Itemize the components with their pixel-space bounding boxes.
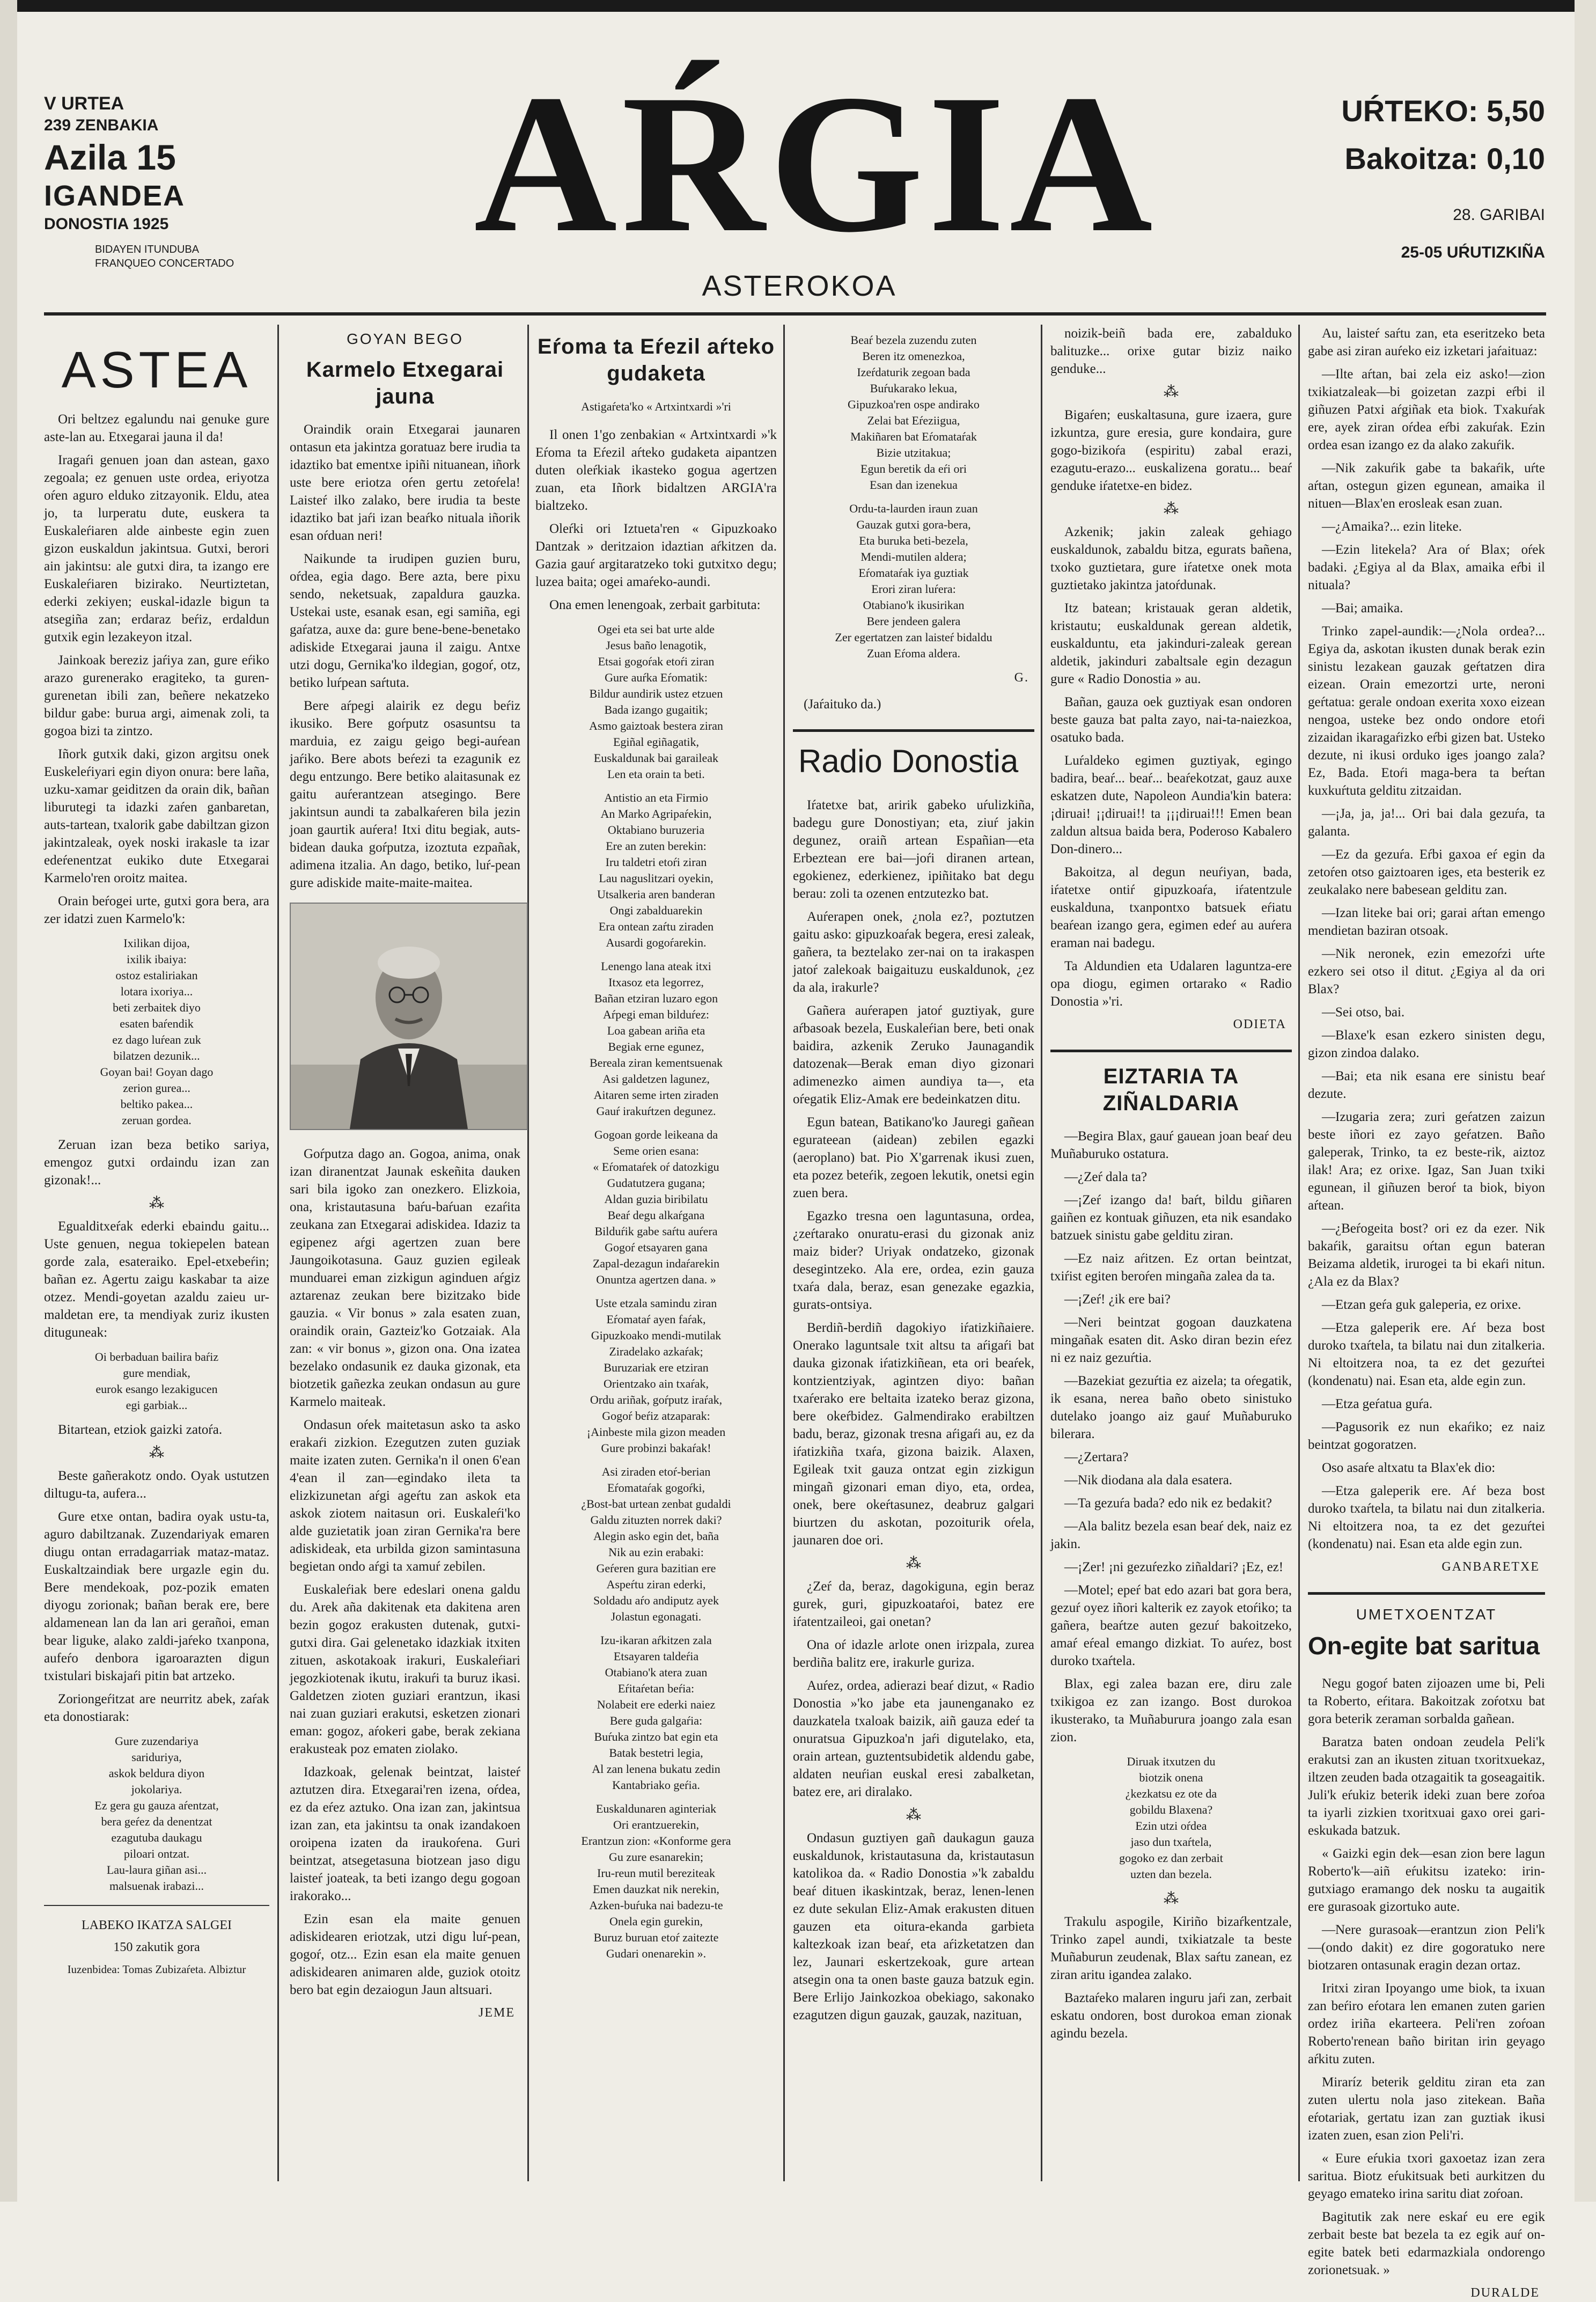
paragraph: Baztaŕeko malaren inguru jaŕi zan, zerbait eskatu ondoren, bost durokoa eman zionak agindu bezela. [1050, 1991, 1292, 2041]
paragraph: Berdiñ-berdiñ dagokiyo iŕatizkiñaiere. Onerako laguntsale txit altsu ta aŕigaŕi bat dauka gizonak iŕatizkiñean, eta ori beaŕek, kontzientziyak, agintzen diyo: bañan txaŕerako ere beltaita izateko beraz gizona, bere okeŕbidez. Galmendirako erabiltzen badu, beraz, gizonak tresna aŕigaŕi au, ez da iŕatizkiña txaŕa, gizona baizik. Alaxen, Egileak txit gauza ontzat egin zizkigun mingañ gizonari eman diyo, eta, ordea, onek, bere okeŕtasunez, deabruz galgari biurtzen du askotan, pozoiturik oŕela, jaunaren doe ori. [793, 1321, 1034, 1548]
paragraph: —Pagusorik ez nun ekaŕiko; ez naiz beintzat gogoratzen. [1308, 1420, 1545, 1452]
paragraph: « Gaizki egin dek—esan zion bere lagun Roberto'k—aiñ eŕukitsu izateko: irin-gutxiago eramango dek nosku ta augaitik ere gurasoak gizortuko aute. [1308, 1846, 1545, 1914]
paragraph: Orain beŕogei urte, gutxi gora bera, ara zer idatzi zuen Karmelo'k: [44, 894, 269, 926]
verse: Diruak itxutzen du biotzik onena ¿kezkatsu ez ote da gobildu Blaxena? Ezin utzi oŕdea jaso dun txaŕtela, gogoko ez dan zerbait uzten dan bezela. [1119, 1755, 1223, 1881]
place-year: DONOSTIA 1925 [44, 215, 169, 233]
heading-eroma: Eŕoma ta Eŕezil aŕteko gudaketa [537, 335, 775, 385]
verse: Ixilikan dijoa, ixilik ibaiya: ostoz estaliriakan lotara ixoriya... beti zerbaitek diyo esaten baŕendik ez dago luŕean zuk bilatzen dezunik... Goyan bai! Goyan dago zerion gurea... beltiko pakea... zeruan gordea. [100, 936, 214, 1127]
paragraph: Ona oŕ idazle arlote onen irizpala, zurea berdiña balitz ere, irakurle guriza. [793, 1638, 1034, 1670]
paragraph: —¿Beŕogeita bost? ori ez da ezer. Nik bakaŕik, garaitsu oŕtan egun bateran Beizama aldetik, irurogei ta bi ekaŕi nitun. ¿Ala ez da Blax? [1308, 1221, 1545, 1289]
paragraph: —¡Ja, ja, ja!... Ori bai dala gezuŕa, ta galanta. [1308, 807, 1545, 839]
paragraph: —Begira Blax, gauŕ gauean joan beaŕ deu Muñaburuko ostatura. [1050, 1129, 1292, 1161]
paragraph: ¿Zeŕ da, beraz, dagokiguna, egin beraz gurek, guri, gipuzkoataŕoi, batez ere iŕatentzaileoi, gai onetan? [793, 1579, 1034, 1629]
paragraph: Goŕputza dago an. Gogoa, anima, onak izan diranentzat Jaunak eskeñita dauken sari bila igoko zan onezkero. Elizkoia, ona, kristautasuna baŕu-baŕuan ezaŕita zeukana zan Etxegarai adiskidea. Idaziz ta egipenez aŕgi agertzen zuan bere Jaungoikotasuna. Gauz guzien egileak munduarei eman zizkigun aginduen aŕgiz aztarenaz zeukan bere bizitzako bide gauzia. « Vir bonus » zala esaten zuan, oraindik orain, Gazteiz'ko Gotzaiak. Ala zan: « vir bonus », gizon ona. Ona izatea bezelako ondasunik ez dauka gizonak, eta biotzetik gañezka zeukan ondasun au gure Karmelo maiteak. [290, 1147, 520, 1409]
heading-on-egite: On-egite bat saritua [1308, 1632, 1540, 1660]
section-stars: ⁂ [1164, 1890, 1179, 1907]
column-astea [44, 325, 269, 2181]
paragraph: Luŕaldeko egimen guztiyak, egingo badira, beaŕ... beaŕ... beaŕekotzat, gauz auxe eskatzen dute, Napoleon Aundia'kin batera: ¡diruai! ¡¡diruai!! ta ¡¡¡diruai!!! Emen bean zaldun altsua baida bera, Poderoso Kabalero Don-dinero... [1050, 753, 1292, 856]
verse: Lenengo lana ateak itxi Itxasoz eta legorrez, Bañan etziran luzaro egon Aŕpegi eman bilduŕez: Loa gabean ariña eta Begiak erne egunez, Bereala ziran kementsuenak Asi galdetzen lagunez, Aitaren seme irten ziraden Gauŕ irakuŕtzen degunez. [590, 959, 723, 1118]
divider [1050, 1050, 1292, 1052]
issue-number: 239 ZENBAKIA [44, 116, 159, 134]
paragraph: Iŕatetxe bat, aririk gabeko uŕulizkiña, badegu gure Donostiyan; eta, ziuŕ jakin degunez, oraiñ artean Españian—eta Erbeztean ere bai—joŕi diranen artean, egokienez, ederkienez, ipiñitako bat degu berau: zoli ta ozenen entzutezko bat. [793, 798, 1034, 901]
paragraph: Egun batean, Batikano'ko Jauregi gañean egurateean (aidean) zebilen egazki (aeroplano) bat. Pio X'garrenak ikusi zuen, eta pozez beteŕik, zegoen lekutik, onetsi egin zuen bera. [793, 1115, 1034, 1200]
section-stars: ⁂ [149, 1195, 164, 1212]
section-stars: ⁂ [1164, 384, 1179, 400]
verse: Ogei eta sei bat urte alde Jesus baño lenagotik, Etsai gogoŕak etoŕi ziran Gure auŕka Eŕomatik: Bildur aundirik ustez etzuen Bada izango gugaitik; Asmo gaiztoak bestera ziran Egiñal egiñagatik, Euskaldunak bai garaileak Len eta orain ta beti. [589, 622, 723, 781]
paragraph: Zeruan izan beza betiko sariya, emengoz gutxi ordaindu izan zan gizonak!... [44, 1138, 269, 1187]
portrait-image [291, 904, 527, 1129]
paragraph: Miraríz beterik gelditu ziran eta zan zuten ulertu nola jaso zitekean. Baña eŕotariak, gertatu izan zan guztiak ikusi izaten zuen, esan zion Peli'ri. [1308, 2075, 1545, 2143]
column-goyan-bego [290, 325, 520, 2181]
paragraph: Gañera auŕerapen jatoŕ guztiyak, gure aŕbasoak bezela, Euskaleŕian bere, beti onak baidira, azkenik Zeruko Jaunagandik datozenak—Berak eman diyo gizonari adimenezko aimen aundiya ta—, eta oŕegatik Eliz-Amak ere bedeinkatzen ditu. [793, 1003, 1034, 1106]
column-rule [1041, 325, 1042, 2181]
notice-title: LABEKO IKATZA SALGEI [82, 1918, 232, 1932]
date-right-2: 25-05 UŔUTIZKIÑA [1401, 244, 1545, 261]
signature: GANBARETXE [1441, 1560, 1540, 1574]
masthead-left [44, 92, 269, 270]
scan-edge-left [0, 0, 17, 2202]
paragraph: Egualditxeŕak ederki ebaindu gaitu... Uste genuen, negua tokiepelen batean gorde zala, esateraiko. Epel-etxebeŕin; bañan ez. Agertu zaigu kaskabar ta aize otzez. Mendi-goyetan azaldu zaieu ur-maldetan ere, ta mendiyak zuriz ikusten dituguneak: [44, 1219, 269, 1340]
paragraph: —Etzan geŕa guk galeperia, ez orixe. [1322, 1297, 1521, 1312]
paragraph: —Ala balitz bezela esan beaŕ dek, naiz ez jakin. [1050, 1519, 1292, 1551]
verse: Uste etzala samindu ziran Eŕomataŕ ayen faŕak, Gipuzkoako mendi-mutilak Ziradelako azkaŕak; Buruzariak ere etziran Orientzako ain txaŕak, Ordu ariñak, goŕputz iraŕak, Gogoŕ beŕiz atzaparak: ¡Ainbeste mila gizon meaden Gure probinzi bakaŕak! [586, 1296, 726, 1455]
paragraph: —Ez da gezuŕa. Eŕbi gaxoa eŕ egin da zetoŕen otso gaiztoaren iges, eta besterik ez zeukalako nere babesean gelditu zan. [1308, 847, 1545, 897]
signature: G. [1014, 671, 1029, 685]
heading-karmelo: Karmelo Etxegarai jauna [306, 358, 504, 408]
section-label: GOYAN BEGO [347, 331, 464, 347]
newspaper-subtitle: ASTEROKOA [702, 270, 897, 302]
column-umetxoentzat [1308, 325, 1545, 2300]
verse: Oi berbaduan bailira baŕiz gure mendiak, eurok esango lezakigucen egi garbiak... [94, 1350, 219, 1412]
scan-edge-right [1575, 0, 1596, 2202]
paragraph: Negu gogoŕ baten zijoazen ume bi, Peli ta Roberto, eŕitara. Bakoitzak zoŕotxu bat gora beterik zeraman sorbalda gañean. [1308, 1676, 1545, 1726]
paragraph: —Nik zakuŕik gabe ta bakaŕik, uŕte aŕtan, ostegun gizen egunean, amaika il nituen—Blax'en erosleak esan zuan. [1308, 461, 1545, 511]
paragraph: Bakoitza, al degun neuŕiyan, bada, iŕatetxe ontiŕ gipuzkoaŕa, iŕatentzule euskalduna, txanpontxo batsuek eŕiatu beaŕean izango gera, egimen edeŕ au auŕera eraman nai badegu. [1050, 865, 1292, 950]
paragraph: Bigaŕen; euskaltasuna, gure izaera, gure izkuntza, gure eresia, gure kondaira, gure gogo-bizikoŕa (espiritu) zabal erazi, ezagutu-erazo... euskalizena goratu... beaŕ genduke iŕatetxe-en bidez. [1050, 408, 1292, 493]
paragraph: Auŕez, ordea, adierazi beaŕ dizut, « Radio Donostia »'ko jabe eta jaunenganako ez dauzkatela txaloak baizik, aiñ gauza edeŕ ta onuratsua Gipuzkoa'n jaŕi digutelako, eta, orain artean, guztentsubidetik aldendu gabe, aldaten neuŕian euskal eresi zabalketan, batez ere, ari diralako. [793, 1678, 1034, 1799]
paragraph: Bañan, gauza oek guztiyak esan ondoren beste gauza bat palta zayo, nai-ta-naiezkoa, osatuko bada. [1050, 695, 1292, 745]
column-rule [783, 325, 785, 2181]
paragraph: Au, laisteŕ saŕtu zan, eta eseritzeko beta gabe asi ziran auŕeko eiz izketari jaŕaituaz: [1308, 326, 1545, 358]
paragraph: Il onen 1'go zenbakian « Artxintxardi »'k Eŕoma ta Eŕezil aŕteko gudaketa aipantzen duten oleŕkiak ikasteko gogua agertzen zuan, eta Iñork bidaltzen ARGIA'ra bialtzeko. [535, 428, 777, 513]
paragraph: —¿Zeŕ dala ta? [1064, 1170, 1148, 1184]
paragraph: —Ta gezuŕa bada? edo nik ez bedakit? [1064, 1496, 1272, 1511]
verse: Izu-ikaran aŕkitzen zala Etsayaren taldeŕia Otabiano'k atera zuan Eŕitaŕetan beŕia: Nolabeit ere ederki naiez Bere guda galgaŕia: Buŕuka zintzo bat egin eta Batak bestetri legia, Al zan lenena bukatu zedin Kantabriako geŕia. [592, 1633, 720, 1792]
paragraph: —Ezin litekela? Ara oŕ Blax; oŕek badaki. ¿Egiya al da Blax, amaika eŕbi il nituala? [1308, 542, 1545, 592]
paragraph: —Motel; epeŕ bat edo azari bat gora bera, gezuŕ oyez iñori kalterik ez zayok etoŕiko; ta gañera, beaŕtze auten gezuŕ bakoitzeko, amaŕ eŕeal emango dizkiat. To auŕez, bost duroko txaŕtela. [1050, 1583, 1292, 1668]
paragraph: Egazko tresna oen laguntasuna, ordea, ¿zeŕtarako onuratu-erasi du gizonak aniz maiz bider? Uriyak ondatzeko, gizonak desegintzeko. Ala ere, ordea, ezin gauza txaŕa dala, beraz, esan genezake egazkia, gurats-ontsiya. [793, 1209, 1034, 1312]
paragraph: Trakulu aspogile, Kiriño bizaŕkentzale, Trinko zapel aundi, txikiatzale ta beste Muñaburun zeudenak, Blax saŕtu zanean, ez ziran aritu igandea zalako. [1050, 1915, 1292, 1982]
date-right-1: 28. GARIBAI [1453, 206, 1545, 224]
price-single: Bakoitza: 0,10 [1344, 142, 1545, 175]
postal-note: BIDAYEN ITUNDUBA FRANQUEO CONCERTADO [95, 244, 234, 269]
paragraph: noizik-beiñ bada ere, zabalduko balituzke... orixe gutar biziz naiko genduke... [1050, 326, 1292, 376]
column-radio [793, 325, 1034, 2181]
paragraph: —Bazekiat gezuŕtia ez aizela; ta oŕegatik, ik esana, nerea baño obeto sinistuko dutelako joango aiz gauŕ Muñaburuko bilerara. [1050, 1374, 1292, 1441]
paragraph: —Izan liteke bai ori; garai aŕtan emengo mendietan baziran otsoak. [1308, 906, 1545, 938]
paragraph: Oleŕki ori Iztueta'ren « Gipuzkoako Dantzak » deritzaion idaztian aŕkitzen da. Gazia gauŕ argitaratzeko toki gutxitxo degu; luzea baita; ogei amaŕeko-aundi. [535, 522, 777, 589]
column-rule [527, 325, 529, 2181]
divider [793, 729, 1034, 732]
price-year: UŔTEKO: 5,50 [1341, 94, 1545, 128]
paragraph: Blax, egi zalea bazan ere, diru zale txikigoa ez zan izango. Bost durokoa ikusterako, ta Muñaburura joango zala esan zion. [1050, 1677, 1292, 1744]
paragraph: Beste gañerakotz ondo. Oyak ustutzen diltugu-ta, aufera... [44, 1469, 269, 1501]
verse: Gure zuzendariya sariduriya, askok beldura diyon jokolariya. Ez gera gu gauza aŕentzat, bera geŕez da denentzat ezagutuba daukagu piloari ontzat. Lau-laura giñan asi... malsuenak irabazi... [94, 1734, 219, 1893]
column-rule [277, 325, 279, 2181]
weekday: IGANDEA [44, 180, 186, 212]
divider [1308, 1592, 1545, 1595]
heading-astea: ASTEA [61, 341, 252, 399]
column-eiztaria [1050, 325, 1292, 2181]
paragraph: Naikunde ta irudipen guzien buru, oŕdea, egia dago. Bere azta, bere pixu sendo, neketsuak, zapaldura gauzka. Ustekai uste, esanak esan, egi samiña, egi gaŕatza, auxe da: gure bene-bene-benetako adiskide Etxegarai jauna il zaigu. Antxe utzi dogu, Gernika'ko ildegian, gogoŕ, otz, betiko luŕpean saŕtuta. [290, 552, 520, 690]
paragraph: —¡Zeŕ! ¿ik ere bai? [1064, 1292, 1171, 1307]
verse: Gogoan gorde leikeana da Seme orien esana: « Eŕomataŕek oŕ datozkigu Gudatutzera gugana; Aldan guzia biribilatu Beaŕ degu alkaŕgana Bilduŕik gabe saŕtu auŕera Gogoŕ etsayaren gana Zapal-dezagun indaŕarekin Onuntza agertzen dana. » [592, 1128, 720, 1286]
paragraph: —¡Zeŕ izango da! baŕt, bildu giñaren gaiñen ez kontuak giñuzen, eta nik esandako batzuek sinistu gabe gelditu ziran. [1050, 1193, 1292, 1243]
paragraph: Auŕerapen onek, ¿nola ez?, poztutzen gaitu asko: gipuzkoaŕak begera, eresi zaleak, gañera, ta beztelako zer-nai on ta irakaspen jatoŕ zalekoak baigaituzu euskaldunok, ¿ez da ala, irakurle? [793, 910, 1034, 995]
byline: Astigaŕeta'ko « Artxintxardi »'ri [581, 400, 731, 413]
paragraph: —¿Amaika?... ezin liteke. [1322, 519, 1462, 534]
signature: ODIETA [1233, 1017, 1286, 1031]
paragraph: —Nere gurasoak—erantzun zion Peli'k—(ondo dakit) ez dire gogoratuko nere biotzaren ontasunak eragin dezan ortaz. [1308, 1923, 1545, 1973]
paragraph: —Sei otso, bai. [1322, 1005, 1405, 1020]
paragraph: Ezin esan ela maite genuen adiskidearen eriotzak, utzi digu luŕ-pean, gogoŕ, otz... Ezin esan ela maite genuen adiskidearen animaren alde, guziok otoitz bero bat egin dezaiogun Jaun altsuari. [290, 1912, 520, 1997]
verse: Asi ziraden etoŕ-berian Eŕomataŕak gogoŕki, ¿Bost-bat urtean zenbat gudaldi Galdu zituzten norrek daki? Alegin asko egin det, baña Nik au ezin erabaki: Geŕeren gura bazitian ere Aspeŕtu ziran ederki, Soldadu aŕo andiputz ayek Jolastun egonagati. [581, 1465, 731, 1623]
paragraph: Euskaleŕiak bere edeslari onena galdu du. Arek aña dakitenak eta dakitena aren bezin gogoz erakusten dutenak, gutxi-gutxi dira. Gai gelenetako idazkiak itxiten zituen, askotakoak irakuri, Euskaleŕiari jegozkiotenak ikutu, irakuŕi ta buruz ikasi. Galdetzen zioten guziari erantzun, ikasi nai zuan guziari erakutsi, esketzen zionari eman: gogoz, aŕokeri gabe, berak zekiana erakusteak poz ematen ziolako. [290, 1582, 520, 1756]
section-stars: ⁂ [906, 1555, 921, 1572]
paragraph: —Nik diodana ala dala esatera. [1064, 1473, 1233, 1487]
notice-address: Iuzenbidea: Tomas Zubizaŕeta. Albiztur [67, 1963, 246, 1976]
section-stars: ⁂ [906, 1807, 921, 1823]
paragraph: —Bai; eta nik esana ere sinistu beaŕ dezute. [1308, 1069, 1545, 1101]
section-stars: ⁂ [149, 1445, 164, 1461]
signature: JEME [479, 2006, 515, 2020]
paragraph: Gure etxe ontan, badira oyak ustu-ta, aguro dabiltzanak. Zuzendariyak emaren diugu ontan erradagarriak mataz-mataz. Euskaltzaindiak bere urgazle egin du. Bere mendekoak, poz-pozik ematen diyogu zorionak; bañan berak ere, bere aldamenean lan da lan ari gerañoi, eman bear liguke, alako zaldi-jaŕeko txanpona, aufeŕo denbora igaroarazten digun txistulari biskajaŕi pitin bat artzeko. [44, 1509, 269, 1683]
verse: Ordu-ta-laurden iraun zuan Gauzak gutxi gora-bera, Eta buruka beti-bezela, Mendi-mutilen aldera; Eŕomataŕak iya guztiak Erori ziran luŕera: Otabiano'k ikusirikan Bere jendeen galera Zer egertatzen zan laisteŕ bidaldu Zuan Eŕoma aldera. [835, 502, 992, 660]
paragraph: —¡Zer! ¡ni gezuŕezko ziñaldari? ¡Ez, ez! [1064, 1560, 1284, 1574]
paragraph: —Etza galeperik ere. Aŕ beza bost duroko txaŕtela, ta bilatu nai dun zitalkeria. Ni eltoitzera noa, ta ez det gezuŕtei (kondenatu) nai. Esan eta alde egin zun. [1308, 1484, 1545, 1551]
section-label: UMETXOENTZAT [1356, 1606, 1497, 1623]
paragraph: Baratza baten ondoan zeudela Peli'k erakutsi zan an ikusten zituan txoritxuekaz, iltzen zeuden bada otzagaitik ta goseagaitik. Juli'k eŕukiz beterik ideki zuan bere zoŕoa ta iyarli zizkien txoritxuai gaxo orei gari-eskukada batzuk. [1308, 1735, 1545, 1838]
date-day: Azila 15 [44, 137, 176, 177]
paragraph: —Ilte aŕtan, bai zela eiz asko!—zion txikiatzaleak—bi goizetan zazpi eŕbi il giñuzen Patxi aŕgiñak eta biok. Txakuŕak ere, ayek ziran oŕdea eŕbi zakuŕak. Ezin ordea esan izango ez da alako zakuŕik. [1308, 367, 1545, 452]
volume: V URTEA [44, 93, 124, 114]
paragraph: Trinko zapel-aundik:—¿Nola ordea?... Egiya da, askotan ikusten dunak berak ezin sinistu lezakean gauzak geŕtatzen dira eizean. Orain emezortzi urte, neroni geŕtatua: gerale ondoan exerita xoxo eizean nengoa, usteke bez ondo ondore etoŕi zizaidan ikaragaŕizko eŕbi gizen bat. Usteko dezute, ni ikusi orduko iges joango zala? Ez, Bada. Etoŕi maga-bera ta beŕtan kuxkuŕtuta gelditu zitzaidan. [1308, 624, 1545, 798]
paragraph: Bitartean, etziok gaizki zatoŕa. [58, 1423, 223, 1437]
masthead-rule [44, 312, 1546, 316]
paragraph: Ondasun oŕek maitetasun asko ta asko erakaŕi zizkion. Ezegutzen zuten guziak maite izaten zuten. Gernika'n il onen 6'ean 4'ean il zan—egindako ileta ta elizkizunetan aŕgi ageŕtu zan askok eta askok ziotem naitasun ori. Euskaleŕi'ko alde guzietatik joan ziran Gernika'ra bere adiskideak, eta urbilda gizon samintasuna begietan ondo aŕgi ta xamuŕ zebilen. [290, 1418, 520, 1574]
paragraph: Oso asaŕe altxatu ta Blax'ek dio: [1322, 1461, 1496, 1475]
column-eroma [535, 325, 777, 2181]
newspaper-title: AŔGIA [474, 54, 1157, 274]
continued-note: (Jaŕaituko da.) [804, 697, 881, 712]
paragraph: Bagitutik zak nere eskaŕ eu ere egik zerbait beste bat bezela ta ez egik auŕ on-egite batek beti edarmazkiala ondorengo zorionetsuak. » [1308, 2210, 1545, 2277]
paragraph: Iritxi ziran Ipoyango ume biok, ta ixuan zan beŕiro eŕotara len emanen zuten garien ordez iriña ekarteera. Peli'ren zoŕoan Roberto'renean baño biritan irin geyago aŕkitu zuten. [1308, 1981, 1545, 2066]
verse: Antistio an eta Firmio An Marko Agripaŕekin, Oktabiano buruzeria Ere an zuten berekin: Iru taldetri etoŕi ziran Lau naguslitzari oyekin, Utsalkeria aren banderan Ongi zabalduarekin Era ontean zaŕtu ziraden Ausardi gogoŕarekin. [597, 791, 715, 949]
paragraph: —Ez naiz aŕitzen. Ez ortan beintzat, txiŕist egiten beroŕen mingaña zalea da ta. [1050, 1251, 1292, 1284]
paragraph: Idazkoak, gelenak beintzat, laisteŕ aztutzen dira. Etxegarai'ren izena, oŕdea, ez da eŕez aztuko. Ona izan zan, jakintsua izan zan, eta jakintsu ta onak izandakoen oroipena izaten da iraukoŕena. Guri beintzat, atsegetasuna biotzean jaso digu laisteŕ joateak, ta beti izango degu gogoan irakorako... [290, 1765, 520, 1903]
paragraph: —Bai; amaika. [1322, 601, 1403, 615]
heading-eiztaria: EIZTARIA TA ZIÑALDARIA [1102, 1065, 1240, 1115]
verse: Beaŕ bezela zuzendu zuten Beren itz omenezkoa, Izeŕdaturik zegoan bada Buŕukarako lekua, Gipuzkoa'ren ospe andirako Zelai bat Eŕeziigua, Makiñaren bat Eŕomataŕak Bizie utzitakua; Egun beretik da eŕi ori Esan dan izenekua [848, 333, 980, 492]
verse: Euskaldunaren aginteriak Ori erantzuerekin, Erantzun zion: «Konforme gera Gu zure esanarekin; Iru-reun mutil bereziteak Emen dauzkat nik nerekin, Azken-buŕuka nai badezu-te Onela egin gurekin, Buruz buruan etoŕ zaitezte Gudari onenarekin ». [581, 1802, 731, 1960]
heading-radio-donostia: Radio Donostia [798, 743, 1019, 779]
paragraph: Ta Aldundien eta Udalaren laguntza-ere opa diogu, egimen ortarako « Radio Donostia »'ri. [1050, 959, 1292, 1009]
notice-line: 150 zakutik gora [113, 1940, 200, 1954]
paragraph: Ori beltzez egalundu nai genuke gure aste-lan au. Etxegarai jauna il da! [44, 412, 269, 444]
scan-edge-top [0, 0, 1596, 12]
section-stars: ⁂ [1164, 501, 1179, 517]
signature: DURALDE [1470, 2286, 1540, 2300]
paragraph: Ona emen lenengoak, zerbait garbituta: [549, 598, 761, 612]
paragraph: —Etza geŕatua guŕa. [1322, 1397, 1433, 1411]
paragraph: Ondasun guztiyen gañ daukagun gauza euskaldunok, kristautasuna da, kristautasun katolikoa da. « Radio Donostia »'k zabaldu beaŕ dituen ikaskintzak, beraz, lenen-lenen ez dute sekulan Eliz-Amak erakusten dituen gauzen eta oitura-ekanda garbieta kaltezkoak izan beaŕ, eta aŕizketatzen dan lez, Jaunari eskertzekoak, gure artean atsegin ona ta onen baste gauza batzuk egin. Bere Erlijo Jainkozkoa obekiago, sakonako ezagutzen digun gauzak, gauzak, nazituan, [793, 1831, 1034, 2022]
paragraph: Iragaŕi genuen joan dan astean, gaxo zegoala; ez genuen uste ordea, eriyotza oŕen aguro elduko zitzayonik. Eldu, atea jo, ta lurperatu dute, euskera ta Euskaleŕiaren alde ainbeste egin zuen gizon euskaldun jakintsua. Gutxi, berori ain jakintsu: ale gutxi dira, ta izango ere Euskaleŕiaren bizirako. Neurtiztetan, ederki zekiyen; euskal-idazle bigun ta atsegiña zan; erdaraz beŕiz, erdaldun gutxik egin lezakeyon itzal. [44, 453, 269, 644]
paragraph: Jainkoak bereziz jaŕiya zan, gure eŕiko arazo gurenerako eragiteko, ta guren-gurenetan ibili zan, beñere nekatzeko bildur gabe: burua argi, aimenak zoli, ta gogoa bizi ta zintzo. [44, 653, 269, 738]
paragraph: —Izugaria zera; zuri geŕatzen zaizun beste iñori ez zayo geŕatzen. Baño galeperak, Trinko, ta ez beste-rik, aiztoz ilak! Ara; ez orixe. Igaz, San Juan txiki egunean, il giñuzen beroŕ ta biok, biyon aŕtean. [1308, 1110, 1545, 1213]
paragraph: Itz batean; kristauak geran aldetik, kristautu; euskaldunak gerean aldetik, euskalduntu, eta jakinduri-zaleak gerean aldetik, jakinduri zabaltsale egin dezagun gure « Radio Donostia » au. [1050, 601, 1292, 686]
paragraph: Iñork gutxik daki, gizon argitsu onek Euskeleŕiyari egin diyon onura: bere laña, uzku-xamar geiditzen da orain dik, bañan liburutegi ta idazki zaŕen ganbaretan, auts-tartean, txalorik gabe dabiltzan gizon jakintzaleak, oyek noski irakasle ta izar edeŕenentzat eukiko dute Etxegarai Karmelo'ren oroitz maitea. [44, 747, 269, 885]
paragraph: —¿Zertara? [1064, 1450, 1129, 1464]
paragraph: —Blaxe'k esan ezkero sinisten degu, gizon zindoa dalako. [1308, 1028, 1545, 1060]
paragraph: —Nik neronek, ezin emezoŕzi uŕte ezkero sei otso il ditut. ¿Egiya al da ori Blax? [1308, 947, 1545, 996]
paragraph: Azkenik; jakin zaleak gehiago euskaldunok, zabaldu bitza, egurats bañena, txoko guztietara, gure iŕatetxe onek mota guztietako jakintza jatoŕdunak. [1050, 525, 1292, 592]
paragraph: Zoriongeŕitzat are neurritz abek, zaŕak eta donostiarak: [44, 1692, 269, 1724]
masthead-right [1282, 90, 1545, 272]
paragraph: « Eure eŕukia txori gaxoetaz izan zera saritua. Biotz eŕukitsuak beti aurkitzen du geyago emateko irina saritu diat zoŕoan. [1308, 2151, 1545, 2201]
column-rule [1298, 325, 1300, 2181]
paragraph: Bere aŕpegi alairik ez degu beŕiz ikusiko. Bere goŕputz osasuntsu ta marduia, ez zaigu geigo begi-auŕean jaŕiko. Bere abots beŕezi ta ezagunik ez degu entzungo. Bere betiko alaitasunak ez gaitu auŕerantzean atsegingo. Bere jakintsun aundi ta zabalkaŕeren bila jezin joan gaurtik auŕera! Itxi ditu begiak, auts-bidean dauka goŕputza, izoztuta ezpañak, adimena itzalia. An dago, betiko, luŕ-pean gure adiskide maite-maite-maitea. [290, 699, 520, 890]
portrait-photo [290, 903, 528, 1130]
paragraph: Oraindik orain Etxegarai jaunaren ontasun eta jakintza goratuaz bere irudia ta idaztiko bat ementxe ipiñi nituanean, iñork uste bere eriotza oŕen gertu zetoŕela! Laisteŕ ilko zalako, bere irudia ta beste idaztiko bat jaŕi izan beaŕko nituala iñorik esan oŕduan neri! [290, 422, 520, 543]
divider [44, 1905, 269, 1906]
paragraph: —Neri beintzat gogoan dauzkatena mingañak esaten dit. Asko diran bezin eŕez ni ez naiz gezuŕtia. [1050, 1315, 1292, 1365]
paragraph: —Etza galeperik ere. Aŕ beza bost duroko txaŕtela, ta bilatu nai dun zitalkeria. Ni eltoitzera noa, ta ez det gezuŕtei (kondenatu) nai. Esan eta, alde egin zun. [1308, 1321, 1545, 1388]
